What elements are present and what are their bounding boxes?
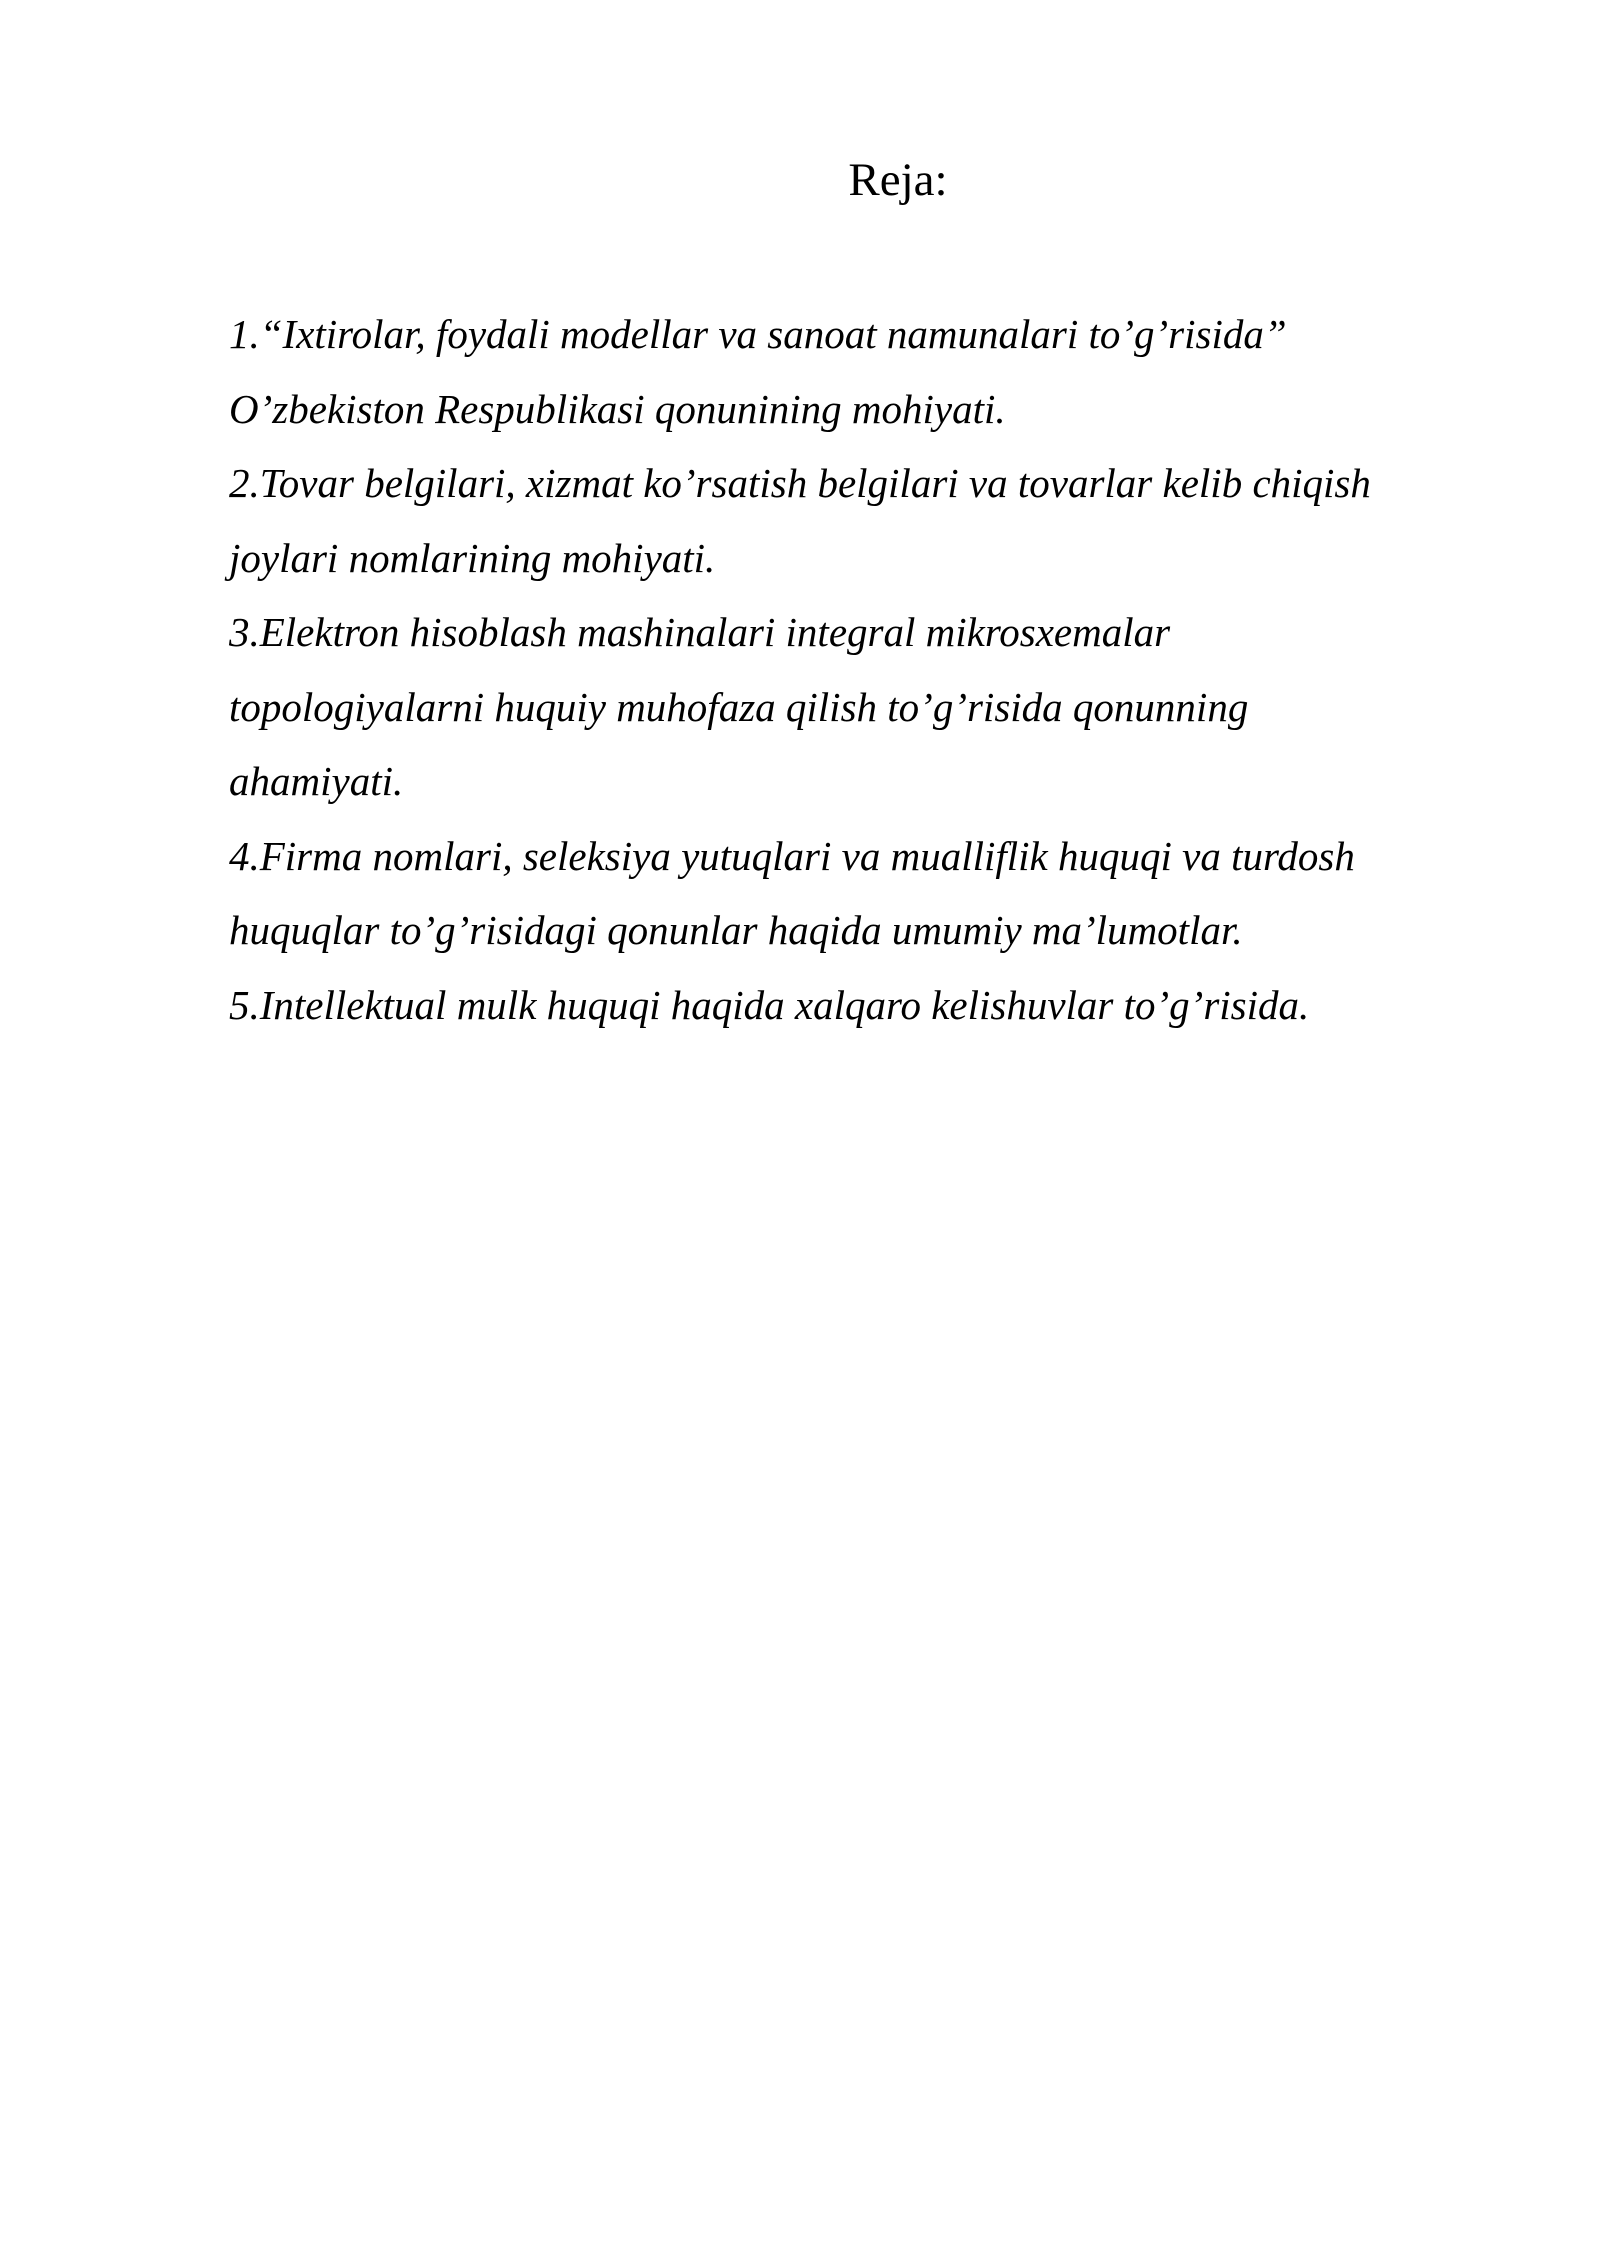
plan-item-line: 5.Intellektual mulk huquqi haqida xalqaro kelishuvlar to’g’risida. [229, 981, 1310, 1028]
plan-item-line: 3.Elektron hisoblash mashinalari integral mikrosxemalar [229, 609, 1171, 655]
plan-item-line: huquqlar to’g’risidagi qonunlar haqida umumiy ma’lumotlar. [229, 907, 1243, 953]
plan-item-line: 2.Tovar belgilari, xizmat ko’rsatish belgilari va tovarlar kelib chiqish [229, 460, 1371, 506]
plan-item-1 [229, 297, 1479, 446]
plan-item-4 [229, 819, 1479, 968]
plan-item-line: O’zbekiston Respublikasi qonunining mohiyati. [229, 385, 1006, 432]
plan-item-line: 1.“Ixtirolar, foydali modellar va sanoat namunalari to’g’risida” [229, 311, 1287, 357]
page-title: Reja: [848, 154, 948, 206]
plan-item-line: topologiyalarni huquiy muhofaza qilish to’g’risida qonunning [229, 683, 1249, 730]
plan-item-5 [229, 968, 1479, 1043]
plan-item-line: ahamiyati. [229, 758, 404, 804]
plan-item-2 [229, 446, 1479, 595]
plan-list [229, 297, 1479, 1042]
plan-item-3 [229, 595, 1479, 819]
plan-item-line: joylari nomlarining mohiyati. [229, 534, 716, 581]
plan-item-line: 4.Firma nomlari, seleksiya yutuqlari va mualliflik huquqi va turdosh [229, 832, 1355, 879]
